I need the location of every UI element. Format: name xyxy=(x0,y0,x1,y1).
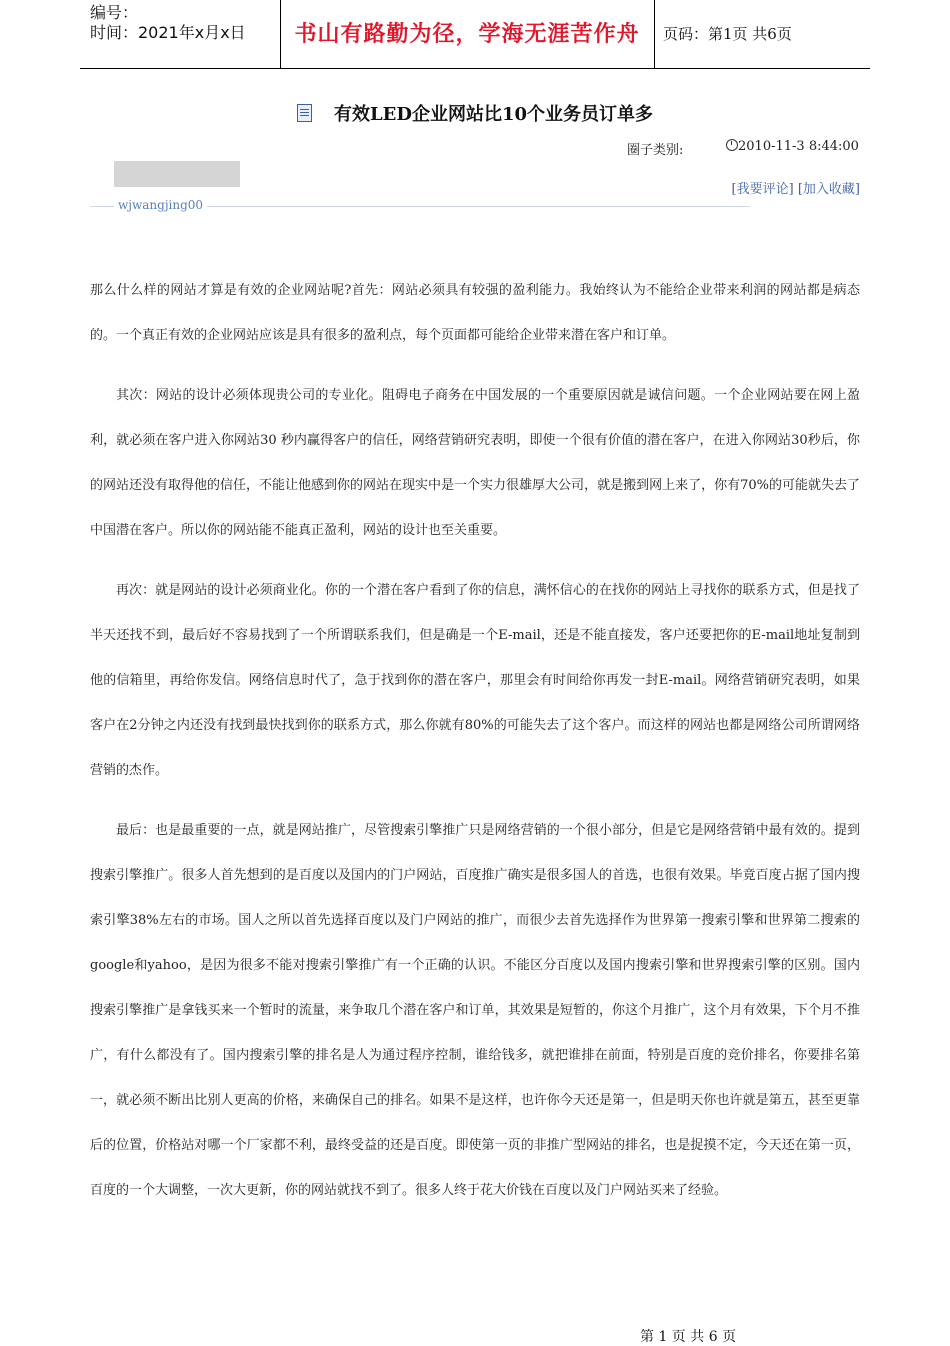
document-icon xyxy=(297,104,312,122)
comment-link[interactable]: [我要评论] xyxy=(731,182,794,197)
username[interactable]: wjwangjing00 xyxy=(114,198,207,212)
header-info-cell xyxy=(80,0,281,68)
page-header xyxy=(80,0,870,69)
avatar xyxy=(114,161,240,187)
clock-icon xyxy=(726,139,738,151)
header-motto-cell xyxy=(280,0,655,68)
paragraph: 最后：也是最重要的一点，就是网站推广，尽管搜索引擎推广只是网络营销的一个很小部分，但是它是网络营销中最有效的。提到搜索引擎推广。很多人首先想到的是百度以及国内的门户网站，百度推广确实是很多国人的首选，也很有效果。毕竟百度占据了国内搜索引擎38%左右的市场。国人之所以首先选择百度以及门户网站的推广，而很少去首先选择作为世界第一搜索引擎和世界第二搜索的google和yahoo，是因为很多不能对搜索引擎推广有一个正确的认识。不能区分百度以及国内搜索引擎和世界搜索引擎的区别。国内搜索引擎推广是拿钱买来一个暂时的流量，来争取几个潜在客户和订单，其效果是短暂的，你这个月推广，这个月有效果，下个月不推广，有什么都没有了。国内搜索引擎的排名是人为通过程序控制，谁给钱多，就把谁排在前面，特别是百度的竞价排名，你要排名第一，就必须不断出比别人更高的价格，来确保自己的排名。如果不是这样，也许你今天还是第一，但是明天你也许就是第五，甚至更靠后的位置，价格站对哪一个厂家都不利，最终受益的还是百度。即使第一页的非推广型网站的排名，也是捉摸不定，今天还在第一页，百度的一个大调整，一次大更新，你的网站就找不到了。很多人终于花大价钱在百度以及门户网站买来了经验。 xyxy=(90,823,860,1198)
favorite-link[interactable]: [加入收藏] xyxy=(797,182,860,197)
article-body xyxy=(90,268,860,1228)
post-datetime-row xyxy=(726,139,859,154)
page-footer: 第 1 页 共 6 页 xyxy=(640,1329,737,1345)
number-label: 编号： xyxy=(90,3,139,22)
article-title: 有效LED企业网站比10个业务员订单多 xyxy=(333,104,654,125)
page-count-label: 页码：第1页 共6页 xyxy=(663,25,792,43)
motto: 书山有路勤为径，学海无涯苦作舟 xyxy=(294,21,640,47)
category-label: 圈子类别: xyxy=(627,143,684,158)
post-datetime: 2010-11-3 8:44:00 xyxy=(738,139,859,154)
paragraph: 其次：网站的设计必须体现贵公司的专业化。阻碍电子商务在中国发展的一个重要原因就是诚信问题。一个企业网站要在网上盈利，就必须在客户进入你网站30 秒内赢得客户的信任，网络营销研究表明，即使一个很有价值的潜在客户，在进入你网站30秒后，你的网站还没有取得他的信任，不能让他感到你的网站在现实中是一个实力很雄厚大公司，就是搬到网上来了，你有70%的可能就失去了中国潜在客户。所以你的网站能不能真正盈利，网站的设计也至关重要。 xyxy=(90,388,860,538)
header-page-cell xyxy=(655,0,878,68)
article-title-row xyxy=(0,100,950,126)
time-label: 时间：2021年x月x日 xyxy=(90,23,246,42)
article-actions xyxy=(732,178,860,197)
paragraph: 再次：就是网站的设计必须商业化。你的一个潜在客户看到了你的信息，满怀信心的在找你的网站上寻找你的联系方式，但是找了半天还找不到，最后好不容易找到了一个所谓联系我们，但是确是一个E-mail，还是不能直接发，客户还要把你的E-mail地址复制到他的信箱里，再给你发信。网络信息时代了，急于找到你的潜在客户，那里会有时间给你再发一封E-mail。网络营销研究表明，如果客户在2分钟之内还没有找到最快找到你的联系方式，那么你就有80%的可能失去了这个客户。而这样的网站也都是网络公司所谓网络营销的杰作。 xyxy=(90,583,860,778)
paragraph: 那么什么样的网站才算是有效的企业网站呢?首先：网站必须具有较强的盈利能力。我始终认为不能给企业带来利润的网站都是病态的。一个真正有效的企业网站应该是具有很多的盈利点，每个页面都可能给企业带来潜在客户和订单。 xyxy=(90,283,860,343)
